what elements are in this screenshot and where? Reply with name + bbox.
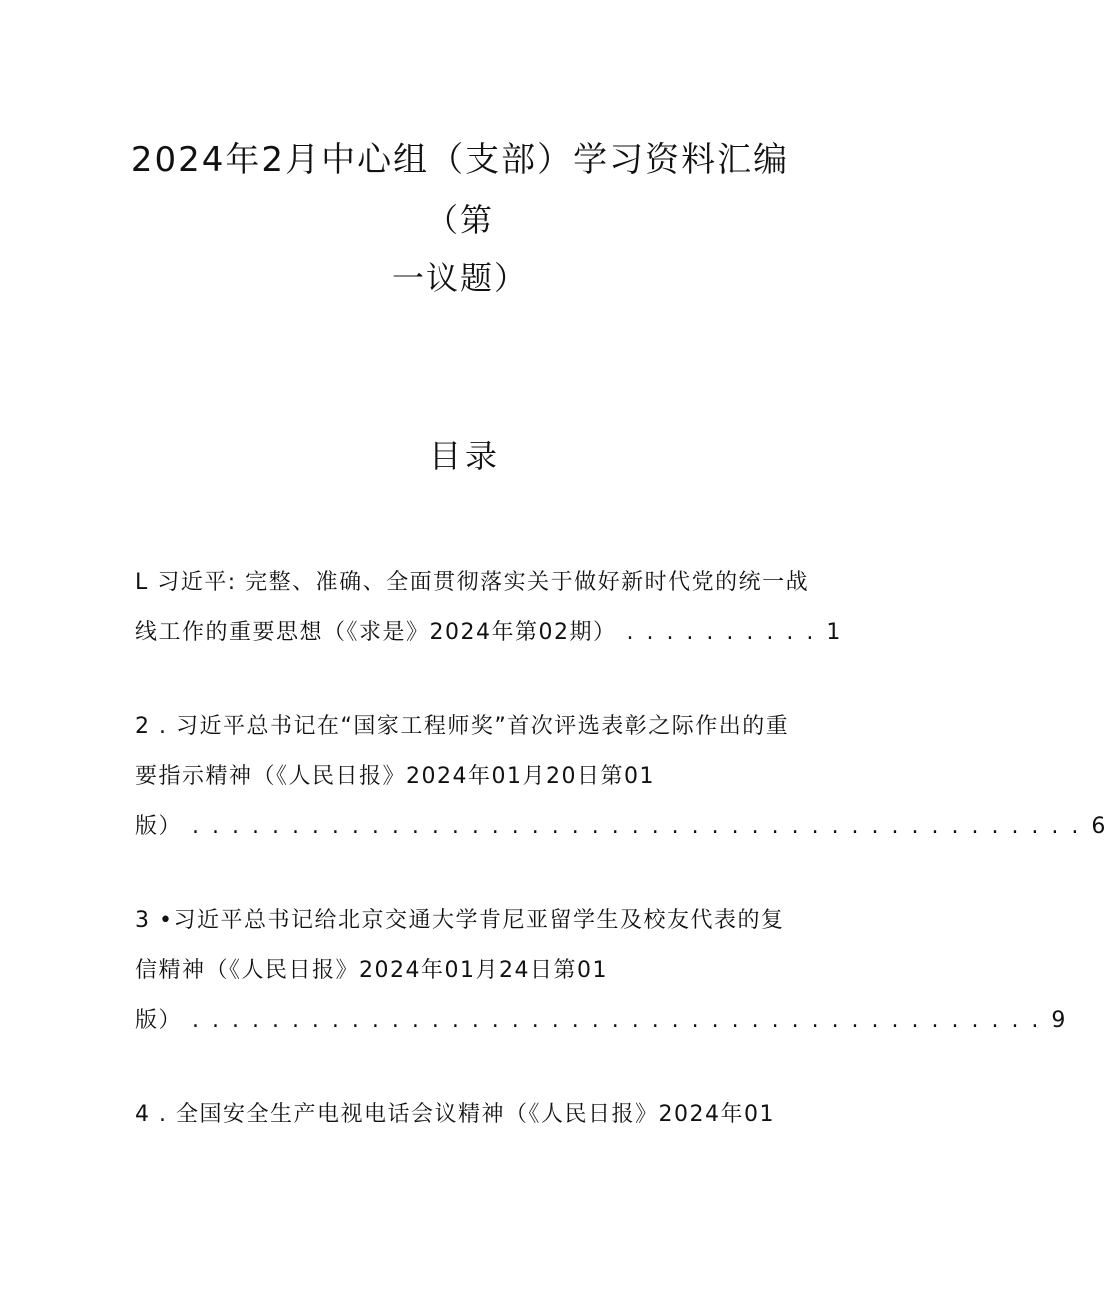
document-title-line-1: 2024年2月中心组（支部）学习资料汇编	[130, 140, 790, 180]
toc-entry-text: 版）	[135, 814, 183, 839]
toc-entry-4-line-1[interactable]	[135, 1100, 775, 1130]
toc-leader-dots: . . . . . . . . . . . . . . . . . . . . . . . . . . . . . . . . . . . . . . . . . . .	[182, 1008, 1052, 1033]
document-title-line-2: （第	[425, 201, 494, 239]
toc-leader-dots: . . . . . . . . . .	[616, 620, 827, 645]
toc-entry-text: 线工作的重要思想（《求是》2024年第02期）	[135, 620, 617, 645]
toc-entry-text: 信精神（《人民日报》2024年01月24日第01	[135, 958, 608, 983]
toc-entry-1-line-2[interactable]	[135, 618, 842, 648]
toc-entry-text: 2 . 习近平总书记在“国家工程师奖”首次评选表彰之际作出的重	[135, 714, 790, 739]
toc-entry-text: 要指示精神（《人民日报》2024年01月20日第01	[135, 764, 655, 789]
toc-heading: 目录	[428, 437, 501, 475]
toc-page-number: 6	[1091, 814, 1107, 839]
toc-entry-text: 3 •习近平总书记给北京交通大学肯尼亚留学生及校友代表的复	[135, 908, 785, 933]
toc-entry-2-line-2[interactable]	[135, 762, 655, 792]
toc-entry-text: 4 . 全国安全生产电视电话会议精神（《人民日报》2024年01	[135, 1102, 775, 1127]
toc-entry-1-line-1[interactable]	[135, 568, 809, 598]
toc-page-number: 1	[826, 620, 842, 645]
toc-entry-3-line-3[interactable]	[135, 1006, 1067, 1036]
toc-page-number: 9	[1051, 1008, 1067, 1033]
toc-entry-2-line-1[interactable]	[135, 712, 789, 742]
document-title-line-3: 一议题）	[391, 259, 528, 297]
toc-entry-text: L 习近平: 完整、准确、全面贯彻落实关于做好新时代党的统一战	[135, 570, 810, 595]
toc-leader-dots: . . . . . . . . . . . . . . . . . . . . . . . . . . . . . . . . . . . . . . . . . . . . .	[182, 814, 1092, 839]
toc-entry-3-line-2[interactable]	[135, 956, 608, 986]
toc-entry-2-line-3[interactable]	[135, 812, 1107, 842]
toc-entry-3-line-1[interactable]	[135, 906, 784, 936]
toc-entry-text: 版）	[135, 1008, 183, 1033]
